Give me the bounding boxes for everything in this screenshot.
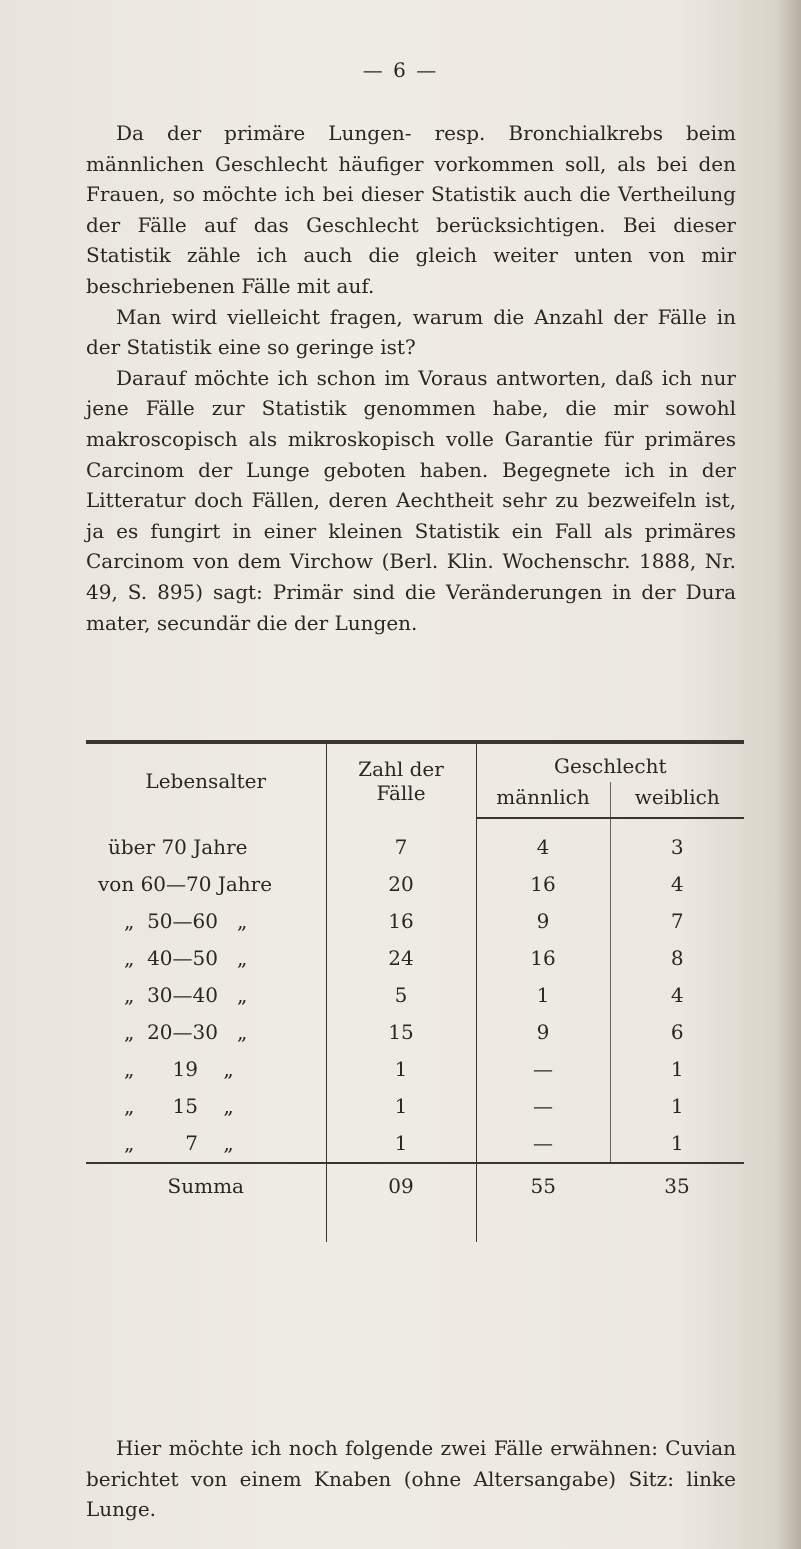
table-row	[86, 903, 744, 940]
header-male: männlich	[476, 782, 610, 818]
table-row	[86, 818, 744, 866]
table-row	[86, 1125, 744, 1163]
cell-male: —	[476, 1088, 610, 1125]
cell-female: 8	[670, 946, 684, 970]
cell-female: 3	[670, 835, 684, 859]
cell-count: 20	[326, 866, 476, 903]
cell-age: von 60—70 Jahre	[86, 866, 326, 903]
cell-count: 1	[326, 1125, 476, 1163]
cell-age: „ 50—60 „	[86, 903, 326, 940]
header-count: Zahl der Fälle	[326, 742, 476, 818]
cell-female: 4	[670, 872, 684, 896]
statistics-table	[86, 740, 744, 1242]
cell-male: 16	[476, 940, 610, 977]
cell-age: „ 30—40 „	[86, 977, 326, 1014]
header-age: Lebensalter	[86, 742, 326, 818]
body-text-bottom	[86, 1433, 736, 1525]
header-sex: Geschlecht	[553, 753, 667, 778]
paragraph: Man wird vielleicht fragen, warum die Anzahl der Fälle in der Statistik eine so geringe ist?	[86, 304, 736, 360]
cell-count: 1	[326, 1088, 476, 1125]
cell-count: 24	[326, 940, 476, 977]
sum-male: 55	[476, 1163, 610, 1242]
cell-count: 5	[326, 977, 476, 1014]
cell-count: 16	[326, 903, 476, 940]
cell-male: 16	[476, 866, 610, 903]
cell-age: über 70 Jahre	[86, 818, 326, 866]
paragraph: Darauf möchte ich schon im Voraus antworten, daß ich nur jene Fälle zur Statistik genommen habe, die mir sowohl makroscopisch als mikroskopisch volle Garantie für primäres Carcinom der Lunge geboten haben. Begegnete ich in der Litteratur doch Fällen, deren Aechtheit sehr zu bezweifeln ist, ja es fungirt in einer kleinen Statistik ein Fall als primäres Carcinom von dem Virchow (Berl. Klin. Wochenschr. 1888, Nr. 49, S. 895) sagt: Primär sind die Veränderungen in der Dura mater, secundär die der Lungen.	[86, 365, 736, 635]
cell-age: „ 40—50 „	[86, 940, 326, 977]
cell-female: 1	[670, 1094, 684, 1118]
cell-count: 7	[326, 818, 476, 866]
sum-count: 09	[326, 1163, 476, 1242]
cell-male: —	[476, 1125, 610, 1163]
table-row	[86, 1014, 744, 1051]
cell-count: 1	[326, 1051, 476, 1088]
cell-female: 4	[670, 983, 684, 1007]
cell-age: „ 19 „	[86, 1051, 326, 1088]
cell-male: 9	[476, 1014, 610, 1051]
page-edge-shadow	[777, 0, 801, 1549]
cell-male: 9	[476, 903, 610, 940]
cell-female: 1	[670, 1131, 684, 1155]
table-row	[86, 977, 744, 1014]
sum-female: 35	[610, 1163, 744, 1242]
cell-male: —	[476, 1051, 610, 1088]
table-row	[86, 1088, 744, 1125]
cell-female: 6	[670, 1020, 684, 1044]
paragraph: Hier möchte ich noch folgende zwei Fälle erwähnen: Cuvian berichtet von einem Knaben (ohne Altersangabe) Sitz: linke Lunge.	[86, 1436, 736, 1522]
table-row	[86, 940, 744, 977]
sum-label: Summa	[86, 1163, 326, 1242]
page-number: — 6 —	[362, 58, 439, 82]
cell-age: „ 20—30 „	[86, 1014, 326, 1051]
cell-female: 1	[670, 1057, 684, 1081]
paragraph: Da der primäre Lungen- resp. Bronchialkrebs beim männlichen Geschlecht häufiger vorkommen soll, als bei den Frauen, so möchte ich bei dieser Statistik auch die Vertheilung der Fälle auf das Geschlecht berücksichtigen. Bei dieser Statistik zähle ich auch die gleich weiter unten von mir beschriebenen Fälle mit auf.	[86, 121, 736, 298]
table-row	[86, 1051, 744, 1088]
cell-male: 1	[476, 977, 610, 1014]
cell-count: 15	[326, 1014, 476, 1051]
cell-age: „ 7 „	[86, 1125, 326, 1163]
cell-female: 7	[670, 909, 684, 933]
table-row	[86, 866, 744, 903]
header-female: weiblich	[610, 782, 744, 818]
cell-male: 4	[476, 818, 610, 866]
body-text-top	[86, 118, 736, 638]
cell-age: „ 15 „	[86, 1088, 326, 1125]
